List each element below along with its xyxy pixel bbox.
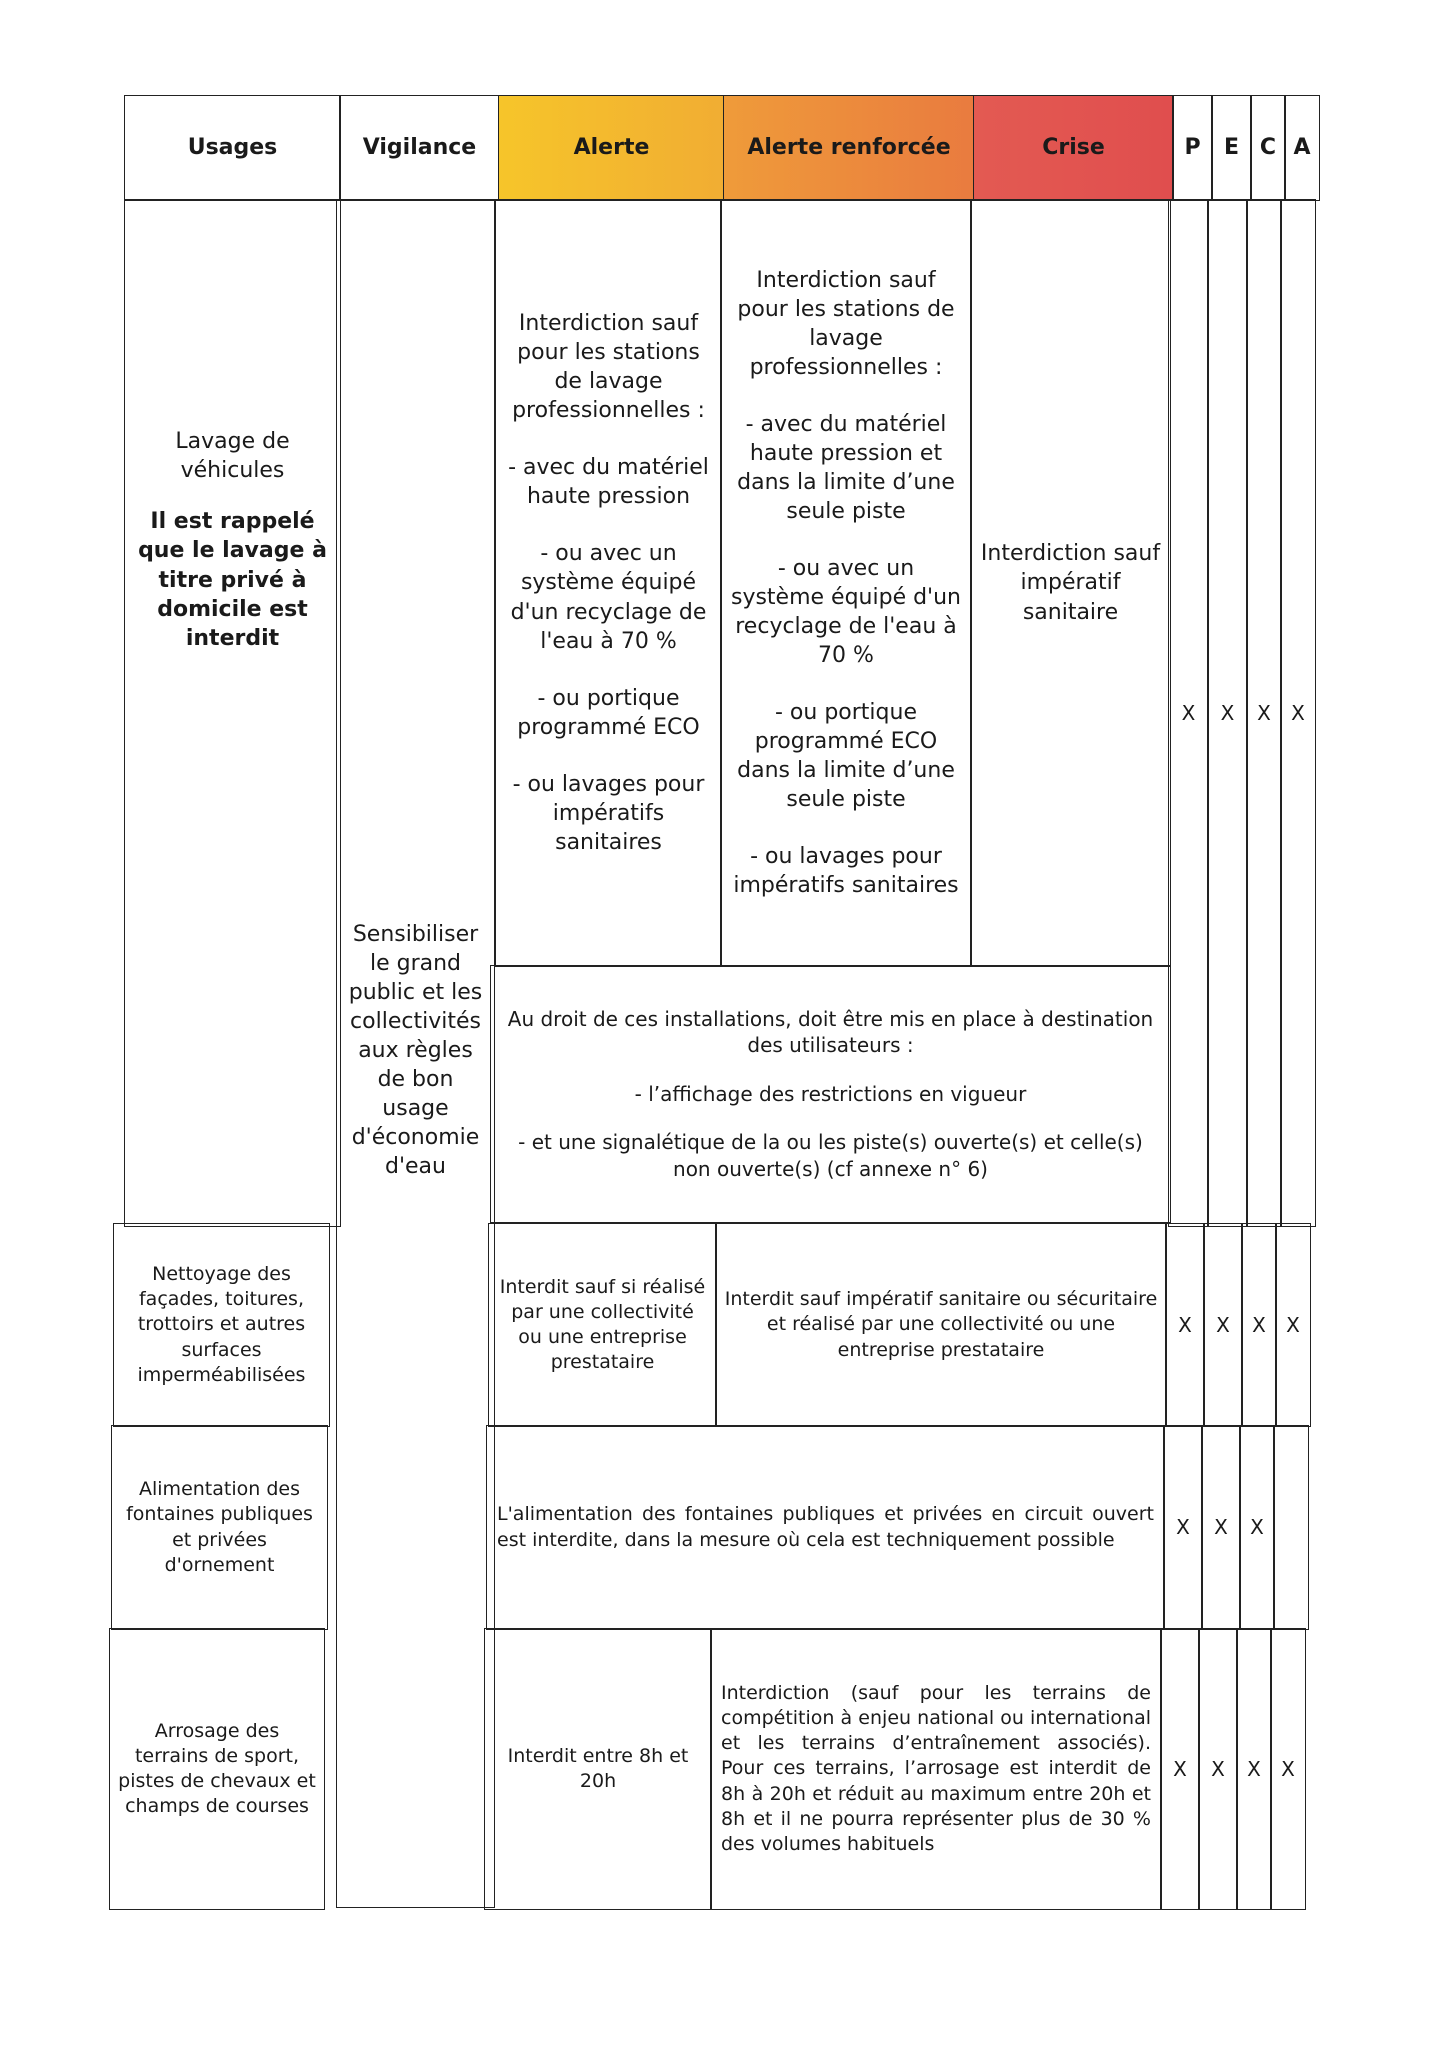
fontaines-e-mark: X bbox=[1201, 1425, 1241, 1630]
lavage-alerte-line-4: - ou portique programmé ECO bbox=[517, 685, 700, 740]
lavage-alerte-line-5: - ou lavages pour impératifs sanitaires bbox=[512, 771, 705, 855]
installations-line-2: - l’affichage des restrictions en vigueur bbox=[634, 1081, 1027, 1106]
arrosage-c-mark: X bbox=[1236, 1628, 1272, 1910]
fontaines-usage-cell: Alimentation des fontaines publiques et privées d'ornement bbox=[111, 1425, 328, 1630]
lavage-installations-cell bbox=[490, 965, 1171, 1223]
lavage-usage-cell bbox=[124, 199, 341, 1227]
fontaines-a-mark bbox=[1273, 1425, 1309, 1630]
fontaines-text-cell: L'alimentation des fontaines publiques et privées en circuit ouvert est interdite, dans la mesure où cela est techniquement possible bbox=[486, 1425, 1165, 1630]
lavage-alerte-line-1: Interdiction sauf pour les stations de lavage professionnelles : bbox=[512, 311, 705, 424]
lavage-renforcee-line-1: Interdiction sauf pour les stations de lavage professionnelles : bbox=[737, 267, 955, 380]
fontaines-p-mark: X bbox=[1163, 1425, 1203, 1630]
nettoyage-usage-cell: Nettoyage des façades, toitures, trottoirs et autres surfaces imperméabilisées bbox=[113, 1223, 330, 1427]
nettoyage-e-mark: X bbox=[1203, 1223, 1243, 1427]
installations-line-3: - et une signalétique de la ou les piste(s) ouverte(s) et celle(s) non ouverte(s) (cf annexe n° 6) bbox=[518, 1130, 1143, 1181]
installations-line-1: Au droit de ces installations, doit être mis en place à destination des utilisateurs : bbox=[507, 1007, 1154, 1058]
fontaines-c-mark: X bbox=[1239, 1425, 1275, 1630]
nettoyage-alerte-cell: Interdit sauf si réalisé par une collectivité ou une entreprise prestataire bbox=[488, 1223, 717, 1427]
lavage-renforcee-cell bbox=[720, 199, 972, 967]
lavage-renforcee-line-5: - ou lavages pour impératifs sanitaires bbox=[733, 844, 959, 899]
nettoyage-p-mark: X bbox=[1165, 1223, 1205, 1427]
lavage-renforcee-line-2: - avec du matériel haute pression et dans la limite d’une seule piste bbox=[737, 411, 955, 524]
arrosage-alerte-cell: Interdit entre 8h et 20h bbox=[484, 1628, 712, 1910]
lavage-usage-title: Lavage de véhicules bbox=[175, 429, 290, 484]
lavage-e-mark: X bbox=[1207, 199, 1248, 1227]
vigilance-cell: Sensibiliser le grand public et les collectivités aux règles de bon usage d'économie d'eau bbox=[336, 199, 495, 1908]
header-alerte: Alerte bbox=[498, 95, 725, 201]
header-crise: Crise bbox=[973, 95, 1174, 201]
lavage-alerte-line-3: - ou avec un système équipé d'un recyclage de l'eau à 70 % bbox=[510, 541, 707, 654]
arrosage-p-mark: X bbox=[1160, 1628, 1200, 1910]
lavage-renforcee-line-3: - ou avec un système équipé d'un recyclage de l'eau à 70 % bbox=[730, 555, 961, 669]
nettoyage-a-mark: X bbox=[1275, 1223, 1311, 1427]
header-usages: Usages bbox=[124, 95, 341, 201]
lavage-a-mark: X bbox=[1280, 199, 1316, 1227]
header-vigilance: Vigilance bbox=[339, 95, 500, 201]
header-alerte-renforcee: Alerte renforcée bbox=[723, 95, 975, 201]
header-c: C bbox=[1250, 95, 1286, 201]
arrosage-usage-cell: Arrosage des terrains de sport, pistes de chevaux et champs de courses bbox=[109, 1628, 325, 1910]
header-p: P bbox=[1172, 95, 1213, 201]
lavage-crise-cell: Interdiction sauf impératif sanitaire bbox=[970, 199, 1171, 967]
lavage-renforcee-line-4: - ou portique programmé ECO dans la limite d’une seule piste bbox=[737, 700, 955, 813]
lavage-alerte-cell bbox=[495, 199, 722, 967]
arrosage-renforcee-crise-cell: Interdiction (sauf pour les terrains de compétition à enjeu national ou international et les terrains d’entraînement associés). Pour ces terrains, l’arrosage est interdit de 8h à 20h et réduit au maximum entre 20h et 8h et il ne pourra représenter plus de 30 % des volumes habituels bbox=[710, 1628, 1162, 1910]
lavage-usage-note: Il est rappelé que le lavage à titre privé à domicile est interdit bbox=[138, 509, 327, 651]
arrosage-e-mark: X bbox=[1198, 1628, 1238, 1910]
arrosage-a-mark: X bbox=[1270, 1628, 1306, 1910]
nettoyage-renforcee-crise-cell: Interdit sauf impératif sanitaire ou sécuritaire et réalisé par une collectivité ou une entreprise prestataire bbox=[715, 1223, 1167, 1427]
lavage-c-mark: X bbox=[1246, 199, 1282, 1227]
lavage-alerte-line-2: - avec du matériel haute pression bbox=[508, 455, 709, 510]
header-e: E bbox=[1211, 95, 1252, 201]
lavage-p-mark: X bbox=[1168, 199, 1209, 1227]
nettoyage-c-mark: X bbox=[1241, 1223, 1277, 1427]
header-a: A bbox=[1284, 95, 1320, 201]
